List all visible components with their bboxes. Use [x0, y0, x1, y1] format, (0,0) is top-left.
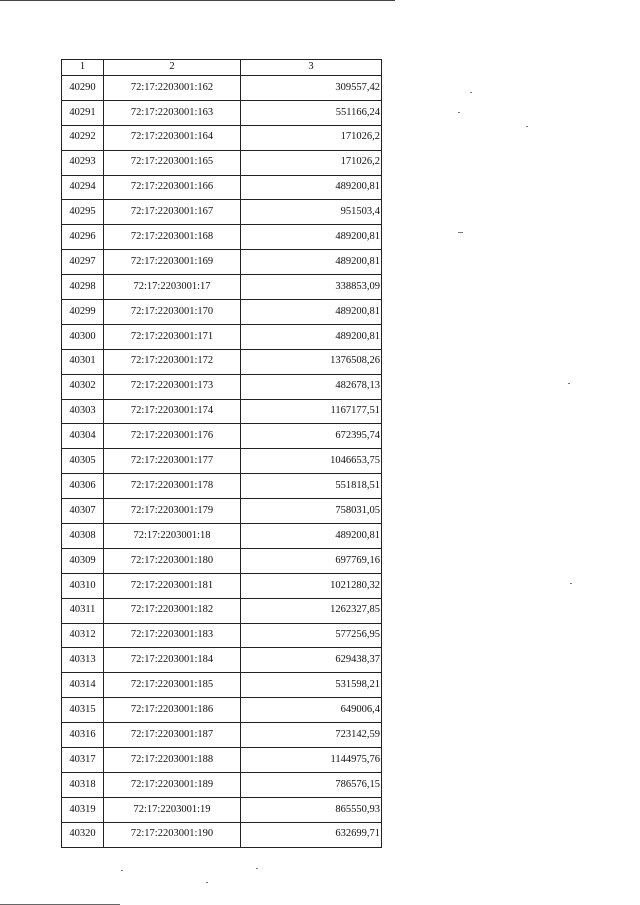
column-header-3: 3 — [241, 60, 382, 76]
table-row — [62, 698, 382, 723]
row-number-cell: 40293 — [62, 150, 104, 175]
table-row — [62, 225, 382, 250]
value-cell: 1167177,51 — [241, 399, 382, 424]
table-row — [62, 748, 382, 773]
scan-speck — [570, 583, 572, 584]
row-number-cell: 40302 — [62, 374, 104, 399]
table-row — [62, 797, 382, 822]
row-number-cell: 40296 — [62, 225, 104, 250]
scan-speck — [256, 868, 258, 869]
cadastral-number-cell: 72:17:2203001:186 — [104, 698, 241, 723]
cadastral-number-cell: 72:17:2203001:187 — [104, 723, 241, 748]
cadastral-number-cell: 72:17:2203001:178 — [104, 474, 241, 499]
cadastral-number-cell: 72:17:2203001:173 — [104, 374, 241, 399]
row-number-cell: 40298 — [62, 275, 104, 300]
value-cell: 1144975,76 — [241, 748, 382, 773]
row-number-cell: 40305 — [62, 449, 104, 474]
row-number-cell: 40320 — [62, 822, 104, 847]
table-row — [62, 524, 382, 549]
cadastral-number-cell: 72:17:2203001:19 — [104, 797, 241, 822]
scan-speck — [568, 383, 570, 384]
row-number-cell: 40292 — [62, 125, 104, 150]
cadastral-number-cell: 72:17:2203001:163 — [104, 100, 241, 125]
cadastral-number-cell: 72:17:2203001:189 — [104, 772, 241, 797]
row-number-cell: 40306 — [62, 474, 104, 499]
value-cell: 672395,74 — [241, 424, 382, 449]
row-number-cell: 40294 — [62, 175, 104, 200]
cadastral-number-cell: 72:17:2203001:177 — [104, 449, 241, 474]
value-cell: 489200,81 — [241, 175, 382, 200]
cadastral-number-cell: 72:17:2203001:168 — [104, 225, 241, 250]
value-cell: 309557,42 — [241, 76, 382, 101]
table-row — [62, 822, 382, 847]
table-row — [62, 200, 382, 225]
scan-speck — [121, 870, 123, 871]
cadastral-number-cell: 72:17:2203001:179 — [104, 499, 241, 524]
row-number-cell: 40316 — [62, 723, 104, 748]
value-cell: 489200,81 — [241, 524, 382, 549]
row-number-cell: 40311 — [62, 598, 104, 623]
cadastral-number-cell: 72:17:2203001:17 — [104, 275, 241, 300]
row-number-cell: 40312 — [62, 623, 104, 648]
table-row — [62, 300, 382, 325]
table-row — [62, 449, 382, 474]
table-row — [62, 598, 382, 623]
table-row — [62, 150, 382, 175]
value-cell: 723142,59 — [241, 723, 382, 748]
cadastral-number-cell: 72:17:2203001:182 — [104, 598, 241, 623]
cadastral-number-cell: 72:17:2203001:180 — [104, 548, 241, 573]
table-row — [62, 349, 382, 374]
row-number-cell: 40318 — [62, 772, 104, 797]
row-number-cell: 40317 — [62, 748, 104, 773]
table-row — [62, 374, 382, 399]
cadastral-number-cell: 72:17:2203001:183 — [104, 623, 241, 648]
value-cell: 758031,05 — [241, 499, 382, 524]
cadastral-number-cell: 72:17:2203001:170 — [104, 300, 241, 325]
value-cell: 489200,81 — [241, 225, 382, 250]
row-number-cell: 40313 — [62, 648, 104, 673]
table-header-row — [62, 60, 382, 76]
row-number-cell: 40299 — [62, 300, 104, 325]
row-number-cell: 40290 — [62, 76, 104, 101]
value-cell: 171026,2 — [241, 125, 382, 150]
value-cell: 649006,4 — [241, 698, 382, 723]
row-number-cell: 40308 — [62, 524, 104, 549]
row-number-cell: 40303 — [62, 399, 104, 424]
scan-speck — [206, 882, 208, 883]
table-row — [62, 474, 382, 499]
row-number-cell: 40297 — [62, 250, 104, 275]
value-cell: 171026,2 — [241, 150, 382, 175]
scan-top-border — [0, 0, 395, 1]
cadastral-number-cell: 72:17:2203001:184 — [104, 648, 241, 673]
value-cell: 1376508,26 — [241, 349, 382, 374]
table-row — [62, 100, 382, 125]
table-row — [62, 673, 382, 698]
row-number-cell: 40295 — [62, 200, 104, 225]
scan-speck — [458, 232, 463, 233]
table-row — [62, 250, 382, 275]
scan-speck — [458, 112, 460, 113]
cadastral-number-cell: 72:17:2203001:18 — [104, 524, 241, 549]
value-cell: 951503,4 — [241, 200, 382, 225]
value-cell: 338853,09 — [241, 275, 382, 300]
value-cell: 1046653,75 — [241, 449, 382, 474]
table-row — [62, 125, 382, 150]
row-number-cell: 40291 — [62, 100, 104, 125]
value-cell: 489200,81 — [241, 250, 382, 275]
cadastral-number-cell: 72:17:2203001:167 — [104, 200, 241, 225]
row-number-cell: 40309 — [62, 548, 104, 573]
cadastral-number-cell: 72:17:2203001:166 — [104, 175, 241, 200]
value-cell: 482678,13 — [241, 374, 382, 399]
row-number-cell: 40315 — [62, 698, 104, 723]
value-cell: 551166,24 — [241, 100, 382, 125]
table-row — [62, 723, 382, 748]
cadastral-number-cell: 72:17:2203001:190 — [104, 822, 241, 847]
value-cell: 1262327,85 — [241, 598, 382, 623]
cadastral-number-cell: 72:17:2203001:188 — [104, 748, 241, 773]
cadastral-number-cell: 72:17:2203001:171 — [104, 324, 241, 349]
scan-speck — [526, 126, 528, 127]
cadastral-value-table — [61, 59, 382, 848]
value-cell: 786576,15 — [241, 772, 382, 797]
row-number-cell: 40301 — [62, 349, 104, 374]
table-row — [62, 648, 382, 673]
column-header-1: 1 — [62, 60, 104, 76]
cadastral-number-cell: 72:17:2203001:164 — [104, 125, 241, 150]
table-row — [62, 275, 382, 300]
value-cell: 551818,51 — [241, 474, 382, 499]
value-cell: 577256,95 — [241, 623, 382, 648]
value-cell: 531598,21 — [241, 673, 382, 698]
cadastral-number-cell: 72:17:2203001:174 — [104, 399, 241, 424]
value-cell: 489200,81 — [241, 300, 382, 325]
cadastral-number-cell: 72:17:2203001:172 — [104, 349, 241, 374]
table-row — [62, 76, 382, 101]
row-number-cell: 40300 — [62, 324, 104, 349]
table-row — [62, 175, 382, 200]
value-cell: 697769,16 — [241, 548, 382, 573]
table-row — [62, 548, 382, 573]
table-row — [62, 399, 382, 424]
cadastral-number-cell: 72:17:2203001:181 — [104, 573, 241, 598]
table-row — [62, 424, 382, 449]
row-number-cell: 40310 — [62, 573, 104, 598]
row-number-cell: 40307 — [62, 499, 104, 524]
cadastral-number-cell: 72:17:2203001:185 — [104, 673, 241, 698]
value-cell: 865550,93 — [241, 797, 382, 822]
table-row — [62, 623, 382, 648]
value-cell: 1021280,32 — [241, 573, 382, 598]
scan-speck — [470, 92, 472, 93]
table-row — [62, 772, 382, 797]
cadastral-number-cell: 72:17:2203001:176 — [104, 424, 241, 449]
row-number-cell: 40314 — [62, 673, 104, 698]
table-row — [62, 499, 382, 524]
row-number-cell: 40304 — [62, 424, 104, 449]
column-header-2: 2 — [104, 60, 241, 76]
table-row — [62, 324, 382, 349]
table-row — [62, 573, 382, 598]
value-cell: 632699,71 — [241, 822, 382, 847]
cadastral-number-cell: 72:17:2203001:169 — [104, 250, 241, 275]
cadastral-number-cell: 72:17:2203001:162 — [104, 76, 241, 101]
value-cell: 489200,81 — [241, 324, 382, 349]
cadastral-number-cell: 72:17:2203001:165 — [104, 150, 241, 175]
value-cell: 629438,37 — [241, 648, 382, 673]
row-number-cell: 40319 — [62, 797, 104, 822]
